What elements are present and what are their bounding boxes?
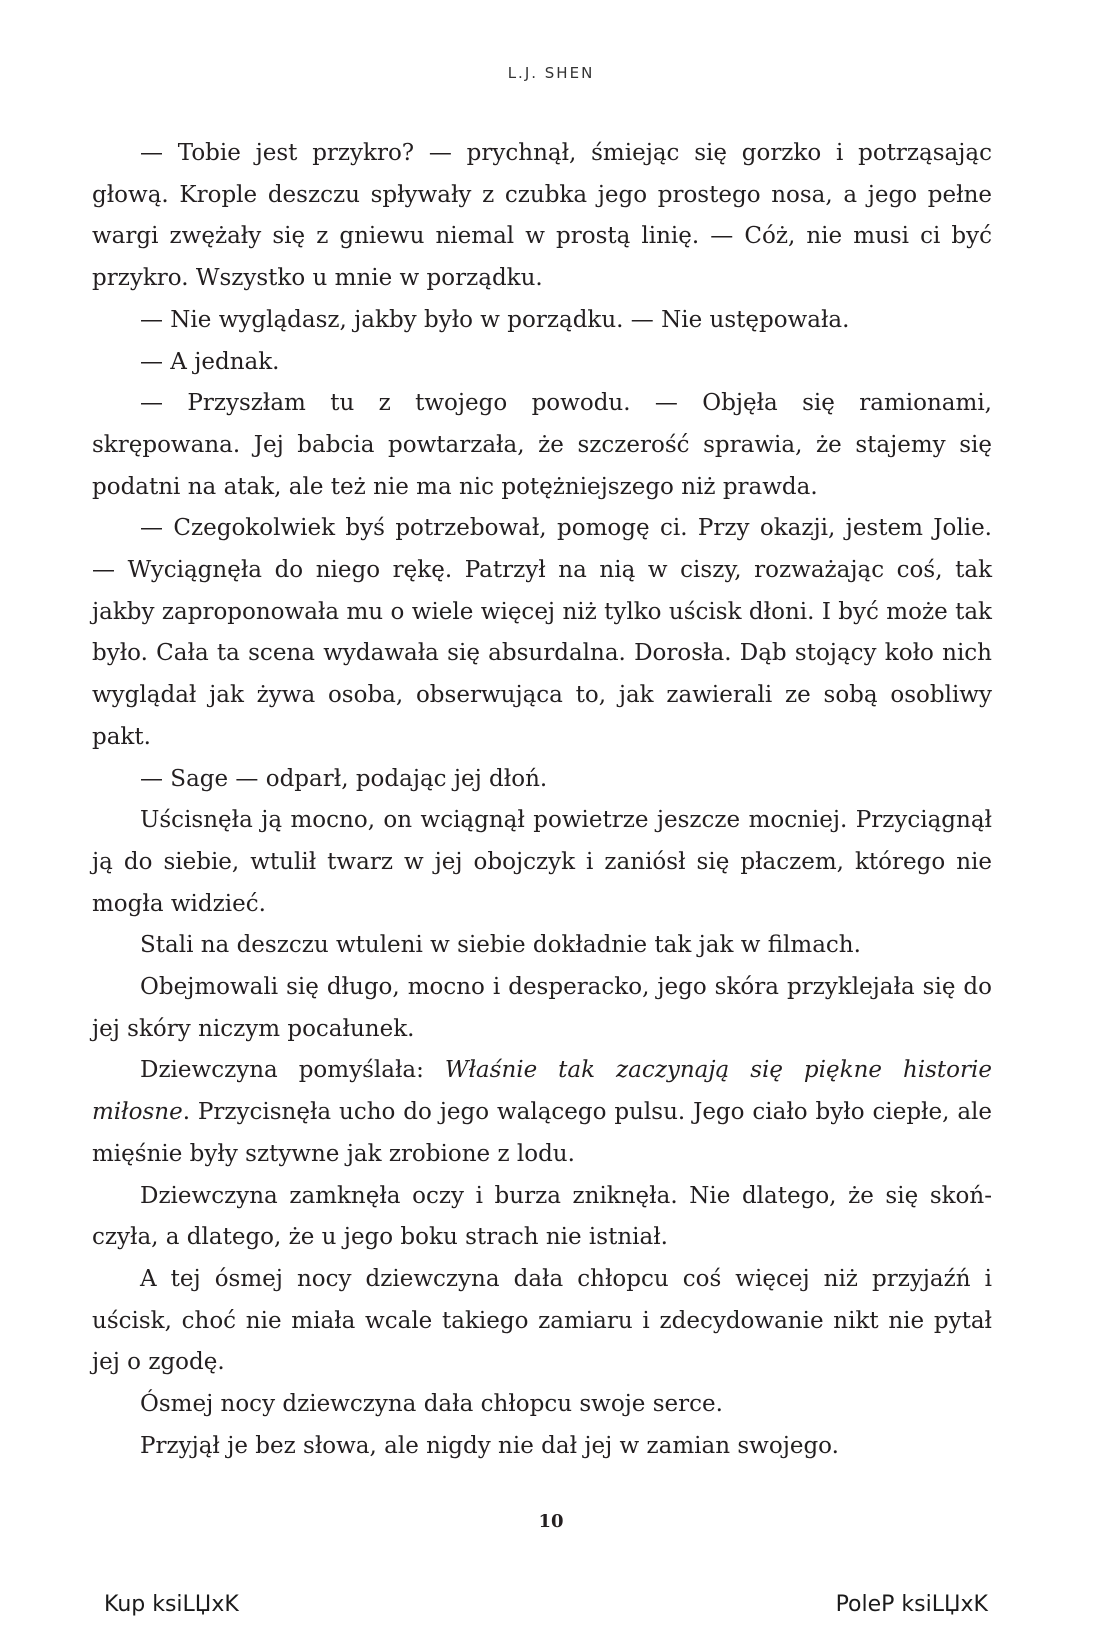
paragraph-continuation: Przycisnęła ucho do jego walącego pulsu. Jego ciało było ciepłe, ale mięśnie były sztywne jak zrobione z lodu. (92, 1099, 992, 1167)
paragraph-with-italic (92, 1050, 992, 1175)
recommend-book-link[interactable]: PoleP ksiLЏxK (835, 1592, 988, 1617)
paragraph: Uścisnęła ją mocno, on wciągnął powietrze jeszcze mocniej. Przyciągnął ją do siebie, wtulił twarz w jej obojczyk i zaniósł się płaczem, którego nie mogła widzieć. (92, 807, 992, 917)
paragraph: — A jednak. (140, 348, 280, 375)
paragraph: A tej ósmej nocy dziewczyna dała chłopcu coś więcej niż przyjaźń i uścisk, choć nie miała wcale takiego zamiaru i zdecydowanie nikt nie pytał jej o zgodę. (92, 1265, 992, 1376)
paragraph: Stali na deszczu wtuleni w siebie dokładnie tak jak w filmach. (140, 932, 861, 959)
paragraph: Przyjął je bez słowa, ale nigdy nie dał jej w zamian swojego. (140, 1432, 839, 1459)
paragraph: — Sage — odparł, podając jej dłoń. (140, 765, 548, 792)
paragraph: Ósmej nocy dziewczyna dała chłopcu swoje serce. (140, 1391, 723, 1418)
running-head-author: L.J. SHEN (507, 64, 595, 82)
paragraph-lead: Dziewczyna pomyślała: (140, 1057, 445, 1084)
paragraph-trail: . (182, 1099, 198, 1126)
body-text (92, 133, 992, 1468)
paragraph: Obejmowali się długo, mocno i desperacko, jego skóra przyklejała się do jej skóry niczym pocałunek. (92, 974, 992, 1042)
paragraph: Dziewczyna zamknęła oczy i burza zniknęła. Nie dlatego, że się skończyła, a dlatego, że u jego boku strach nie istniał. (92, 1182, 992, 1251)
paragraph: — Czegokolwiek byś potrzebował, pomogę ci. Przy okazji, jestem Jolie. — Wyciągnęła do niego rękę. Patrzył na nią w ciszy, rozważając coś, tak jakby zaproponowała mu o wiele więcej niż tylko uścisk dłoni. I być może tak było. Cała ta scena wydawała się absurdalna. Dorosła. Dąb stojący koło nich wyglądał jak żywa osoba, obserwująca to, jak zawierali ze sobą osobliwy pakt. (92, 515, 992, 750)
paragraph: — Tobie jest przykro? — prychnął, śmiejąc się gorzko i potrząsając głową. Krople deszczu spływały z czubka jego prostego nosa, a jego pełne wargi zwężały się z gniewu niemal w prostą linię. — Cóż, nie musi ci być przykro. Wszystko u mnie w porządku. (92, 140, 992, 292)
buy-book-link[interactable]: Kup ksiLЏxK (104, 1592, 239, 1617)
page-number: 10 (538, 1511, 564, 1532)
italic-phrase: Właśnie tak zaczynają się piękne historie miłosne (92, 1057, 992, 1126)
paragraph: — Nie wyglądasz, jakby było w porządku. — Nie ustępowała. (140, 306, 850, 333)
paragraph: — Przyszłam tu z twojego powodu. — Objęła się ramionami, skrępowana. Jej babcia powtarzała, że szczerość sprawia, że stajemy się podatni na atak, ale też nie ma nic potężniejszego niż prawda. (92, 390, 992, 500)
